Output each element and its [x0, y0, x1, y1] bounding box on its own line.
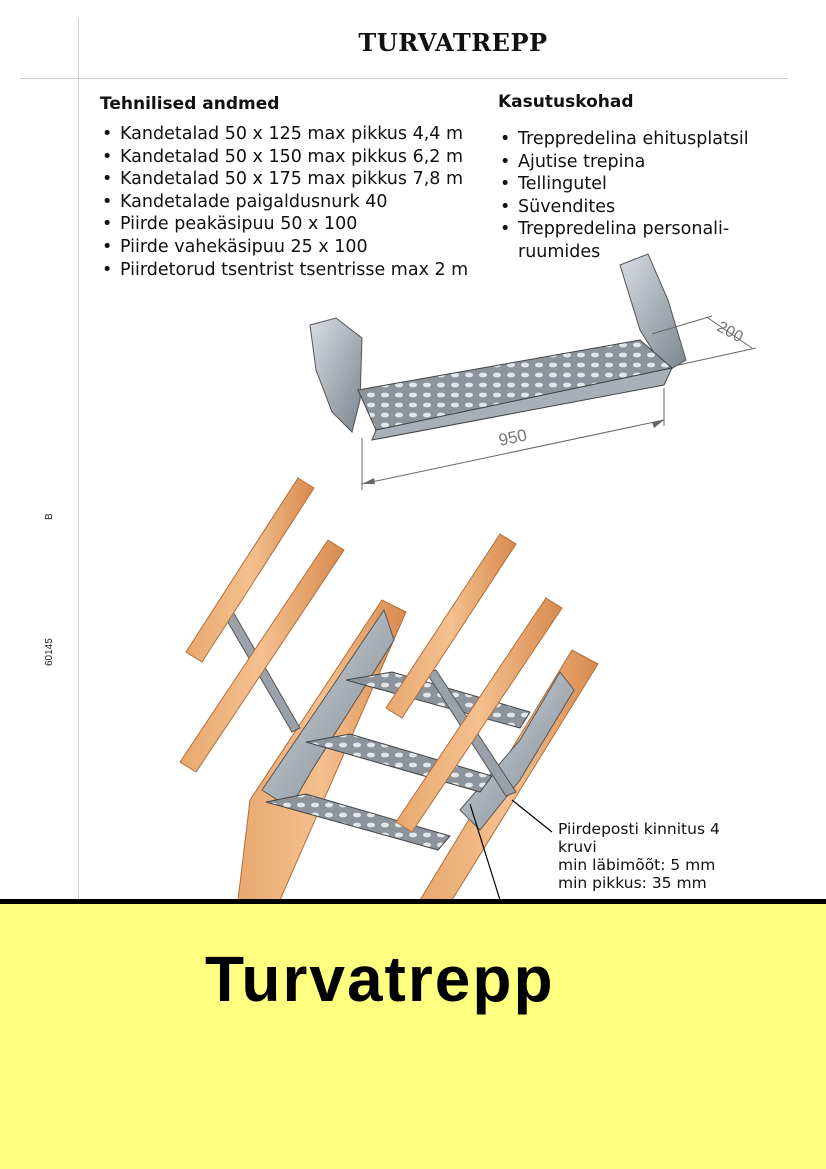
- note-line: kruvi: [558, 838, 597, 856]
- list-item: • Ajutise trepina: [498, 151, 749, 174]
- title-banner: [0, 899, 826, 1169]
- dimension-depth: 200: [714, 318, 746, 347]
- note-line: min läbimõõt: 5 mm: [558, 856, 716, 874]
- mounting-note: [558, 820, 720, 892]
- note-line: min pikkus: 35 mm: [558, 874, 707, 892]
- list-item: • Kandetalad 50 x 125 max pikkus 4,4 m: [100, 123, 468, 146]
- document-code: 60145: [44, 638, 55, 666]
- dimension-width: 950: [496, 425, 529, 450]
- revision-label: B: [44, 513, 55, 520]
- list-item-continuation: ruumides: [518, 241, 601, 262]
- list-item: • Piirdetorud tsentrist tsentrisse max 2 m: [100, 259, 468, 282]
- list-item: • Kandetalade paigaldusnurk 40: [100, 191, 468, 214]
- usage-heading: Kasutuskohad: [498, 92, 634, 112]
- step-drawing: [310, 254, 756, 490]
- list-item: • Treppredelina ehitusplatsil: [498, 128, 749, 151]
- note-line: Piirdeposti kinnitus 4: [558, 820, 720, 838]
- banner-title: Turvatrepp: [205, 943, 555, 1015]
- list-item: • Süvendites: [498, 196, 749, 219]
- assembly-drawing: [180, 478, 598, 900]
- list-item: • Piirde peakäsipuu 50 x 100: [100, 213, 468, 236]
- page-title: TURVATREPP: [358, 28, 548, 57]
- list-item: • Treppredelina personali-: [498, 218, 749, 241]
- list-item: • Kandetalad 50 x 150 max pikkus 6,2 m: [100, 146, 468, 169]
- list-item: • Tellingutel: [498, 173, 749, 196]
- list-item: • Piirde vahekäsipuu 25 x 100: [100, 236, 468, 259]
- technical-heading: Tehnilised andmed: [100, 94, 280, 114]
- list-item: • Kandetalad 50 x 175 max pikkus 7,8 m: [100, 168, 468, 191]
